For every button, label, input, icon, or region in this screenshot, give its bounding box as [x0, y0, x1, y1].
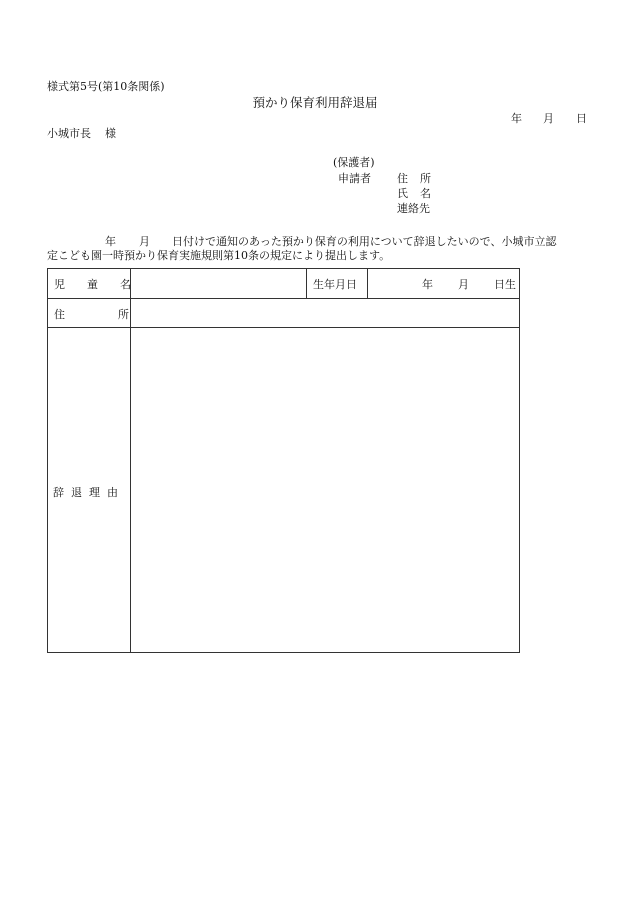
withdrawal-form-table: [47, 268, 520, 653]
withdrawal-reason-label: [53, 487, 118, 498]
applicant-name-label: [397, 188, 431, 199]
applicant-address-label: [397, 173, 431, 184]
child-address-char-1: 住: [54, 308, 65, 321]
body-text-line-2: 定こども園一時預かり保育実施規則第10条の規定により提出します。: [47, 249, 391, 262]
child-name-label: [54, 279, 131, 290]
child-name-char-2: 童: [87, 278, 98, 291]
birth-year-label: 年: [422, 278, 433, 291]
body-month: 月: [139, 235, 150, 248]
label-column-divider: [130, 269, 131, 652]
row-divider: [48, 298, 519, 299]
applicant-label: 申請者: [338, 172, 371, 185]
row-divider: [48, 327, 519, 328]
birth-month-label: 月: [458, 278, 469, 291]
reason-char-1: 辞: [53, 486, 64, 499]
date-day-label: 日: [576, 112, 587, 125]
reason-char-3: 理: [89, 486, 100, 499]
date-month-label: 月: [543, 112, 554, 125]
form-number: 様式第5号(第10条関係): [47, 80, 165, 93]
child-address-char-2: 所: [118, 308, 129, 321]
body-text-line-1: [47, 236, 556, 247]
birth-column-divider: [367, 269, 368, 298]
date-year-label: 年: [511, 112, 522, 125]
name-char-2: 名: [420, 187, 431, 200]
birth-day-label: 日生: [494, 278, 516, 291]
guardian-label: (保護者): [333, 156, 375, 169]
body-year: 年: [105, 235, 116, 248]
child-name-char-1: 児: [54, 278, 65, 291]
name-char-1: 氏: [397, 187, 408, 200]
addressee: [47, 128, 116, 139]
addressee-name: 小城市長: [47, 127, 91, 140]
applicant-contact-label: 連絡先: [397, 202, 430, 215]
submission-date: [511, 113, 587, 124]
child-address-label: [54, 309, 129, 320]
child-name-char-3: 名: [120, 278, 131, 291]
birth-column-divider: [306, 269, 307, 298]
reason-char-4: 由: [107, 486, 118, 499]
birth-date-field[interactable]: [422, 279, 516, 290]
birth-date-label: 生年月日: [313, 278, 357, 291]
reason-char-2: 退: [71, 486, 82, 499]
addressee-suffix: 様: [105, 127, 116, 140]
address-char-2: 所: [420, 172, 431, 185]
document-title: 預かり保育利用辞退届: [252, 95, 378, 110]
body-text-rest: 日付けで通知のあった預かり保育の利用について辞退したいので、小城市立認: [172, 235, 557, 248]
address-char-1: 住: [397, 172, 408, 185]
